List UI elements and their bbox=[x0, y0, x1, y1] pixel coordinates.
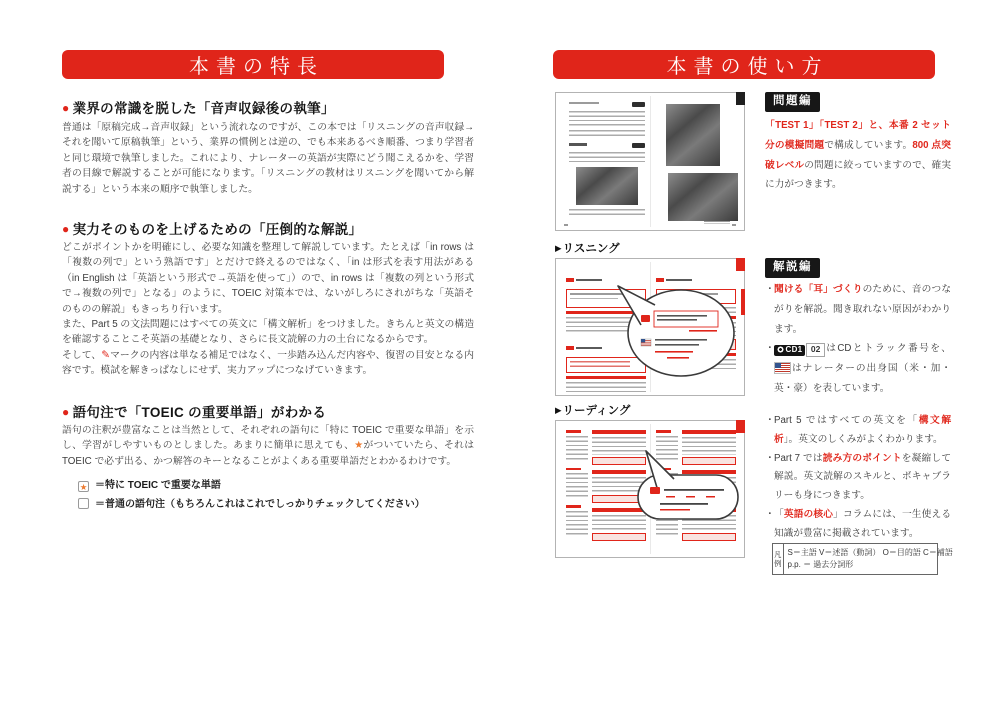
star-checkbox-icon: ★ bbox=[79, 482, 88, 492]
test-pages-thumbnail bbox=[555, 92, 745, 231]
empty-checkbox-icon bbox=[78, 498, 89, 509]
mini-flag-icon bbox=[641, 339, 651, 346]
section2-para2: また、Part 5 の文法問題にはすべての英文に「構文解析」をつけました。きちんと英文の構造を確認することこそ英語の基礎となり、さらに長文読解の力の土台になるからです。 bbox=[62, 319, 474, 346]
list-dot: ・ bbox=[765, 343, 775, 355]
left-page-title: 本書の特長 bbox=[189, 56, 324, 78]
section2-para3: そして、✎マークの内容は単なる補足ではなく、一歩踏み込んだ内容や、復習の目安となる内容です。模試を解きっぱなしにせず、実力アップにつなげていきます。 bbox=[62, 348, 474, 377]
speech-bubble bbox=[611, 273, 743, 385]
reading-section-text bbox=[765, 412, 951, 544]
mini-page-number bbox=[564, 224, 568, 226]
reading-bullet-1: ・ Part 5 ではすべての英文を「構文解析」。英文のしくみがよくわかります。 bbox=[765, 412, 951, 450]
reading-bullet-3: ・ 「英語の核心」コラムには、一生使える知識が豊富に掲載されています。 bbox=[765, 506, 951, 544]
thumb-left-numcol bbox=[566, 430, 588, 535]
mini-cd-chip bbox=[632, 143, 645, 148]
mini-cd-icon bbox=[641, 315, 650, 322]
page-gutter bbox=[650, 96, 651, 227]
speech-bubble bbox=[626, 443, 746, 533]
mini-credit-line bbox=[704, 221, 730, 224]
legend-label: 凡例 bbox=[773, 544, 784, 574]
list-dot: ・ bbox=[765, 452, 775, 464]
red-bullet-icon: ● bbox=[62, 405, 70, 419]
thumb-left-page bbox=[569, 102, 645, 217]
reading-label: ▶リーディング bbox=[555, 405, 631, 417]
abbreviation-legend-box bbox=[772, 543, 953, 575]
list-dot: ・ bbox=[765, 284, 775, 295]
cd-badge-icon: CD1 bbox=[774, 345, 805, 356]
commentary-bullet-2: ・ CD1 02 はCDとトラック番号を、はナレーターの出身国（米・加・英・豪）を表しています。 bbox=[765, 339, 951, 398]
mini-parse-badge bbox=[650, 487, 660, 494]
mini-cd-chip bbox=[632, 102, 645, 107]
section2-heading: ● 実力そのものを上げるための「圧倒的な解説」 bbox=[62, 222, 363, 237]
page-corner-tab bbox=[736, 258, 745, 271]
legend-content: S＝主語 V＝述語（動詞） O＝目的語 C＝補語 p.p. ＝ 過去分詞形 bbox=[787, 547, 953, 569]
page-corner-tab bbox=[736, 92, 745, 105]
track-number-box: 02 bbox=[806, 343, 824, 356]
red-bullet-icon: ● bbox=[62, 101, 70, 115]
red-bullet-icon: ● bbox=[62, 222, 70, 236]
section3-body: 語句の注釈が豊富なことは当然として、それぞれの語句に「特に TOEIC で重要な単語」を示し、学習がしやすいものとしました。あまりに簡単に思えても、★がついていたら、それは TOEIC で必ず出る、かつ解答のキーとなることがよくある重要単語だとわかるわけです。 bbox=[62, 425, 475, 467]
legend-row-plain: ＝普通の語句注（もちろんこれはこれでしっかりチェックしてください） bbox=[78, 496, 425, 515]
section3-heading: ● 語句注で「TOEIC の重要単語」がわかる bbox=[62, 405, 327, 420]
us-flag-icon bbox=[775, 363, 790, 373]
problem-section-tag: 問題編 bbox=[765, 92, 820, 112]
page-corner-tab bbox=[736, 420, 745, 433]
listening-label: ▶リスニング bbox=[555, 243, 620, 255]
triangle-arrow-icon: ▶ bbox=[555, 405, 562, 415]
mini-photo-phone bbox=[666, 104, 720, 166]
section1-body: 普通は「原稿完成→音声収録」という流れなのですが、この本では「リスニングの音声収録→それを聞いて原稿執筆」という、業界の慣例とは逆の、でも本来あるべき順番、つまり学習者と同じ環境で執筆しました。これにより、ナレーターの英語が実際にどう聞こえるかを、学習者の目線で解説することが可能になります。「リスニングの教材はリスニングを聞いてから解説する」という本来の順序で執筆しました。 bbox=[62, 122, 474, 195]
commentary-bullet-1: ・ 聞ける「耳」づくりのために、音のつながりを解説。聞き取れない原因がわかります。 bbox=[765, 280, 951, 339]
legend-row-star: ★ ＝特に TOEIC で重要な単語 bbox=[79, 480, 221, 492]
list-dot: ・ bbox=[765, 415, 775, 426]
right-page-title: 本書の使い方 bbox=[666, 56, 829, 78]
mini-page-number bbox=[732, 224, 736, 226]
section2-para1: どこがポイントかを明確にし、必要な知識を整理して解説しています。たとえば「in rows は「複数の列で」という熟語です」とだけで終えるのではなく、「in は形式を表す用法がある（in English は「英語という形式で→英語を使って」）ので、in rows は「複数の列という形式で→複数の列で」となる」のように、TOEIC 対策本では、ないがしろにされがちな「英語そのものの解説」もきっちり行います。 bbox=[62, 242, 474, 315]
reading-pages-thumbnail bbox=[555, 420, 745, 558]
right-page-title-banner bbox=[553, 50, 935, 79]
mini-photo-cablecar bbox=[668, 173, 738, 221]
star-icon: ★ bbox=[354, 440, 364, 452]
listening-pages-thumbnail bbox=[555, 258, 745, 396]
commentary-section-tag: 解説編 bbox=[765, 258, 820, 278]
cd-disc-icon bbox=[777, 346, 784, 353]
left-page-title-banner bbox=[62, 50, 444, 79]
commentary-section-text bbox=[765, 280, 951, 399]
list-dot: ・ bbox=[765, 508, 775, 520]
reading-bullet-2: ・ Part 7 では読み方のポイントを凝縮して解説。英文読解のスキルと、ボキャブラリーも身につきます。 bbox=[765, 450, 951, 506]
section2-body bbox=[62, 240, 474, 379]
problem-section-text: 「TEST 1」「TEST 2」と、本番 2 セット分の模擬問題で構成しています。800 点突破レベルの問題に絞っていますので、確実に力がつきます。 bbox=[765, 120, 952, 191]
mini-photo-street bbox=[576, 167, 638, 205]
triangle-arrow-icon: ▶ bbox=[555, 243, 562, 253]
word-legend bbox=[78, 477, 425, 514]
section1-heading: ● 業界の常識を脱した「音声収録後の執筆」 bbox=[62, 101, 335, 116]
pencil-icon: ✎ bbox=[101, 348, 111, 361]
